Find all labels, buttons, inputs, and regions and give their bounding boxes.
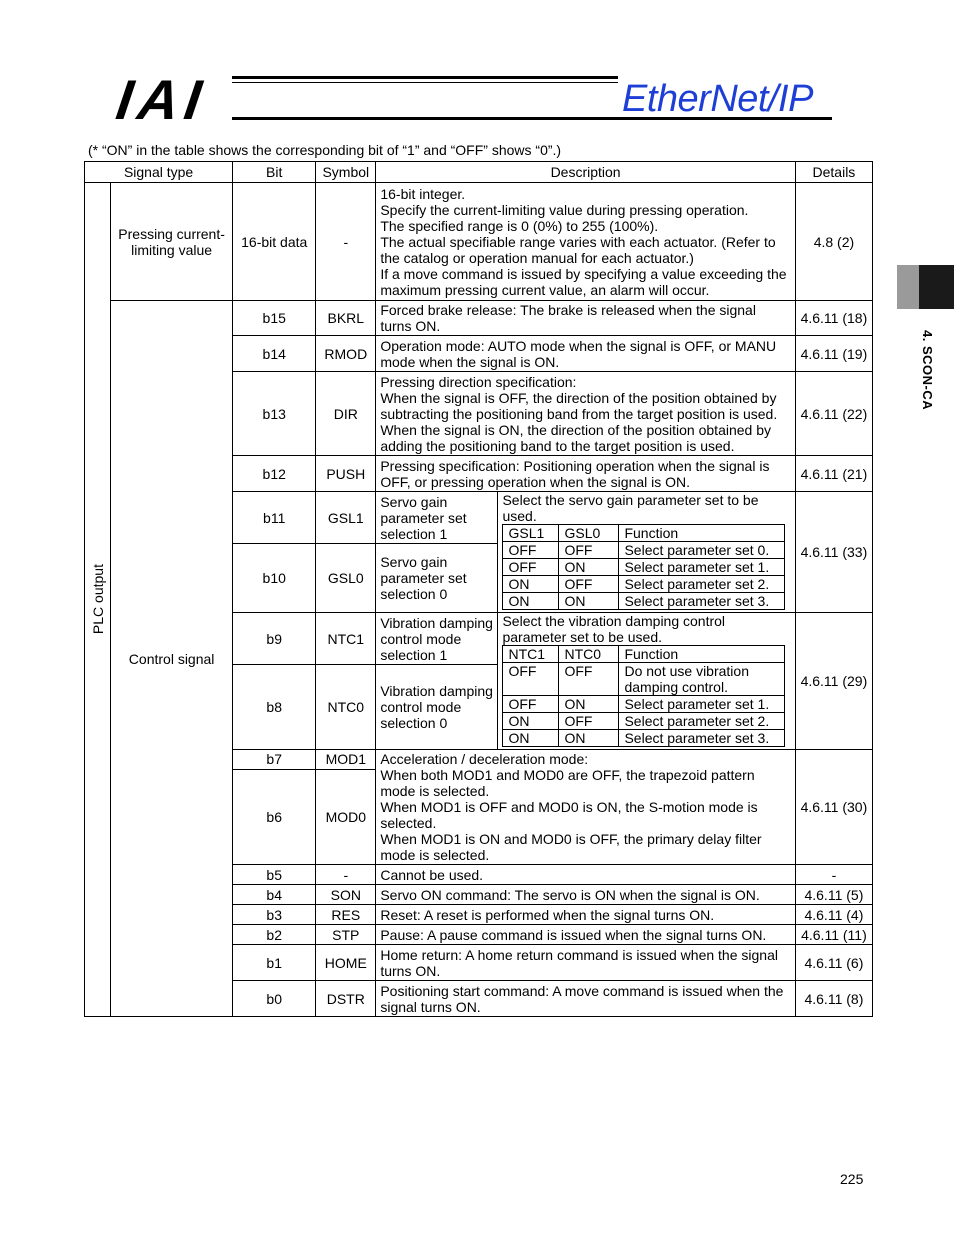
desc-line: Acceleration / deceleration mode: bbox=[380, 751, 589, 767]
sub-header-row bbox=[503, 646, 784, 663]
desc-line: When MOD1 is ON and MOD0 is OFF, the primary delay filter mode is selected. bbox=[380, 831, 762, 863]
page-number: 225 bbox=[840, 1171, 864, 1187]
sub-cell: OFF bbox=[503, 559, 559, 576]
bit-cell: b7 bbox=[233, 750, 316, 770]
sub-cell: Select parameter set 1. bbox=[619, 696, 784, 713]
chapter-tab-dark bbox=[919, 265, 954, 309]
sub-row bbox=[503, 696, 784, 713]
table-row bbox=[85, 301, 873, 336]
symbol-cell: SON bbox=[316, 885, 376, 905]
symbol-cell: HOME bbox=[316, 945, 376, 981]
sub-header: NTC1 bbox=[503, 646, 559, 663]
details-cell: 4.6.11 (21) bbox=[795, 456, 872, 492]
bit-cell: b5 bbox=[233, 865, 316, 885]
bit-cell: b11 bbox=[233, 492, 316, 544]
description-cell: Cannot be used. bbox=[376, 865, 796, 885]
symbol-cell: NTC1 bbox=[316, 613, 376, 665]
sub-row bbox=[503, 663, 784, 696]
sub-row bbox=[503, 576, 784, 593]
symbol-cell: RMOD bbox=[316, 336, 376, 372]
sub-row bbox=[503, 713, 784, 730]
gsl-function-cell bbox=[498, 492, 795, 613]
gsl-subtable bbox=[502, 524, 784, 610]
sub-cell: Select parameter set 2. bbox=[619, 713, 784, 730]
details-cell: 4.6.11 (22) bbox=[795, 372, 872, 456]
symbol-cell: STP bbox=[316, 925, 376, 945]
ethernet-ip-title: EtherNet/IP bbox=[622, 78, 813, 120]
signal-name-cell: Servo gain parameter set selection 0 bbox=[376, 544, 498, 613]
desc-line: The actual specifiable range varies with each actuator. (Refer to the catalog or operation manual for each actuator.) bbox=[380, 233, 776, 266]
sub-cell: OFF bbox=[503, 542, 559, 559]
bit-cell: b13 bbox=[233, 372, 316, 456]
pressing-details: 4.8 (2) bbox=[795, 183, 872, 301]
page-header bbox=[0, 0, 954, 140]
description-cell: Home return: A home return command is issued when the signal turns ON. bbox=[376, 945, 796, 981]
pressing-symbol: - bbox=[316, 183, 376, 301]
sub-header: Function bbox=[619, 646, 784, 663]
details-cell: 4.6.11 (29) bbox=[795, 613, 872, 750]
sub-cell: OFF bbox=[503, 663, 559, 696]
details-cell: 4.6.11 (5) bbox=[795, 885, 872, 905]
desc-line: When both MOD1 and MOD0 are OFF, the trapezoid pattern mode is selected. bbox=[380, 767, 755, 799]
description-cell: Pressing specification: Positioning operation when the signal is OFF, or pressing operation when the signal is ON. bbox=[376, 456, 796, 492]
sub-header: NTC0 bbox=[559, 646, 619, 663]
header-details: Details bbox=[795, 162, 872, 183]
sub-cell: OFF bbox=[559, 713, 619, 730]
sub-cell: OFF bbox=[503, 696, 559, 713]
details-cell: 4.6.11 (4) bbox=[795, 905, 872, 925]
desc-line: If a move command is issued by specifying a value exceeding the maximum pressing current value, an alarm will occur. bbox=[380, 265, 787, 298]
chapter-side-label: 4. SCON-CA bbox=[920, 330, 935, 411]
description-cell: Positioning start command: A move command is issued when the signal turns ON. bbox=[376, 981, 796, 1017]
table-row bbox=[85, 183, 873, 301]
sub-header: Function bbox=[619, 525, 784, 542]
signal-name-cell: Vibration damping control mode selection 1 bbox=[376, 613, 498, 665]
pressing-description bbox=[376, 183, 796, 301]
ntc-intro: Select the vibration damping control parameter set to be used. bbox=[502, 613, 726, 645]
bit-cell: b3 bbox=[233, 905, 316, 925]
bit-cell: b12 bbox=[233, 456, 316, 492]
bit-cell: b1 bbox=[233, 945, 316, 981]
description-cell: Reset: A reset is performed when the signal turns ON. bbox=[376, 905, 796, 925]
symbol-cell: DSTR bbox=[316, 981, 376, 1017]
bit-cell: b8 bbox=[233, 665, 316, 750]
table-header-row bbox=[85, 162, 873, 183]
sub-cell: ON bbox=[559, 559, 619, 576]
desc-line: Pressing direction specification: bbox=[380, 373, 577, 390]
symbol-cell: MOD0 bbox=[316, 769, 376, 864]
sub-cell: Select parameter set 0. bbox=[619, 542, 784, 559]
control-signal-label: Control signal bbox=[111, 301, 233, 1017]
header-rule-top bbox=[232, 76, 618, 79]
signal-name-cell: Vibration damping control mode selection 0 bbox=[376, 665, 498, 750]
sub-cell: ON bbox=[503, 730, 559, 747]
details-cell: 4.6.11 (6) bbox=[795, 945, 872, 981]
sub-row bbox=[503, 593, 784, 610]
sub-cell: OFF bbox=[559, 663, 619, 696]
header-signal-type: Signal type bbox=[85, 162, 233, 183]
symbol-cell: RES bbox=[316, 905, 376, 925]
desc-line: Specify the current-limiting value during pressing operation. bbox=[380, 201, 749, 218]
signal-name-cell: Servo gain parameter set selection 1 bbox=[376, 492, 498, 544]
ntc-function-cell bbox=[498, 613, 795, 750]
sub-cell: OFF bbox=[559, 576, 619, 593]
pressing-signal-type: Pressing current-limiting value bbox=[111, 183, 233, 301]
symbol-cell: NTC0 bbox=[316, 665, 376, 750]
bit-cell: b15 bbox=[233, 301, 316, 336]
sub-header-row bbox=[503, 525, 784, 542]
mod-description-cell bbox=[376, 750, 796, 865]
sub-cell: Select parameter set 1. bbox=[619, 559, 784, 576]
sub-header: GSL0 bbox=[559, 525, 619, 542]
sub-cell: ON bbox=[559, 593, 619, 610]
symbol-cell: GSL1 bbox=[316, 492, 376, 544]
description-cell: Forced brake release: The brake is released when the signal turns ON. bbox=[376, 301, 796, 336]
desc-line: The specified range is 0 (0%) to 255 (100%). bbox=[380, 217, 659, 234]
desc-line: 16-bit integer. bbox=[380, 185, 466, 202]
sub-cell: Do not use vibration damping control. bbox=[619, 663, 784, 696]
ntc-subtable bbox=[502, 645, 784, 747]
sub-cell: ON bbox=[559, 696, 619, 713]
description-cell: Servo ON command: The servo is ON when the signal is ON. bbox=[376, 885, 796, 905]
sub-cell: ON bbox=[503, 713, 559, 730]
symbol-cell: PUSH bbox=[316, 456, 376, 492]
sub-cell: Select parameter set 3. bbox=[619, 593, 784, 610]
bit-cell: b14 bbox=[233, 336, 316, 372]
symbol-cell: MOD1 bbox=[316, 750, 376, 770]
desc-line: When the signal is ON, the direction of the position obtained by adding the positioning band to the target position is used. bbox=[380, 421, 772, 454]
pressing-bit: 16-bit data bbox=[233, 183, 316, 301]
header-bit: Bit bbox=[233, 162, 316, 183]
sub-cell: ON bbox=[503, 593, 559, 610]
description-cell bbox=[376, 372, 796, 456]
description-cell: Operation mode: AUTO mode when the signal is OFF, or MANU mode when the signal is ON. bbox=[376, 336, 796, 372]
sub-cell: Select parameter set 3. bbox=[619, 730, 784, 747]
details-cell: 4.6.11 (19) bbox=[795, 336, 872, 372]
sub-cell: ON bbox=[503, 576, 559, 593]
symbol-cell: BKRL bbox=[316, 301, 376, 336]
gsl-intro: Select the servo gain parameter set to be used. bbox=[502, 492, 759, 524]
group-label: PLC output bbox=[89, 564, 106, 635]
bit-cell: b10 bbox=[233, 544, 316, 613]
table-note: (* “ON” in the table shows the corresponding bit of “1” and “OFF” shows “0”.) bbox=[88, 142, 562, 158]
bit-cell: b2 bbox=[233, 925, 316, 945]
symbol-cell: GSL0 bbox=[316, 544, 376, 613]
sub-cell: ON bbox=[559, 730, 619, 747]
description-cell: Pause: A pause command is issued when the signal turns ON. bbox=[376, 925, 796, 945]
desc-line: When MOD1 is OFF and MOD0 is ON, the S-motion mode is selected. bbox=[380, 799, 758, 831]
bit-cell: b4 bbox=[233, 885, 316, 905]
sub-cell: OFF bbox=[559, 542, 619, 559]
details-cell: 4.6.11 (33) bbox=[795, 492, 872, 613]
sub-row bbox=[503, 730, 784, 747]
sub-row bbox=[503, 559, 784, 576]
header-description: Description bbox=[376, 162, 796, 183]
bit-cell: b6 bbox=[233, 769, 316, 864]
symbol-cell: DIR bbox=[316, 372, 376, 456]
chapter-tab-gray bbox=[897, 265, 919, 309]
bit-cell: b0 bbox=[233, 981, 316, 1017]
sub-cell: Select parameter set 2. bbox=[619, 576, 784, 593]
sub-row bbox=[503, 542, 784, 559]
sub-header: GSL1 bbox=[503, 525, 559, 542]
group-cell bbox=[85, 183, 111, 1017]
details-cell: 4.6.11 (8) bbox=[795, 981, 872, 1017]
details-cell: 4.6.11 (30) bbox=[795, 750, 872, 865]
details-cell: 4.6.11 (18) bbox=[795, 301, 872, 336]
details-cell: 4.6.11 (11) bbox=[795, 925, 872, 945]
desc-line: When the signal is OFF, the direction of the position obtained by subtracting the positioning band from the target position is used. bbox=[380, 389, 778, 422]
bit-cell: b9 bbox=[233, 613, 316, 665]
header-rule-thin bbox=[232, 82, 618, 83]
symbol-cell: - bbox=[316, 865, 376, 885]
header-symbol: Symbol bbox=[316, 162, 376, 183]
plc-output-table bbox=[84, 161, 873, 1017]
iai-logo: IAI bbox=[112, 68, 212, 131]
details-cell: - bbox=[795, 865, 872, 885]
